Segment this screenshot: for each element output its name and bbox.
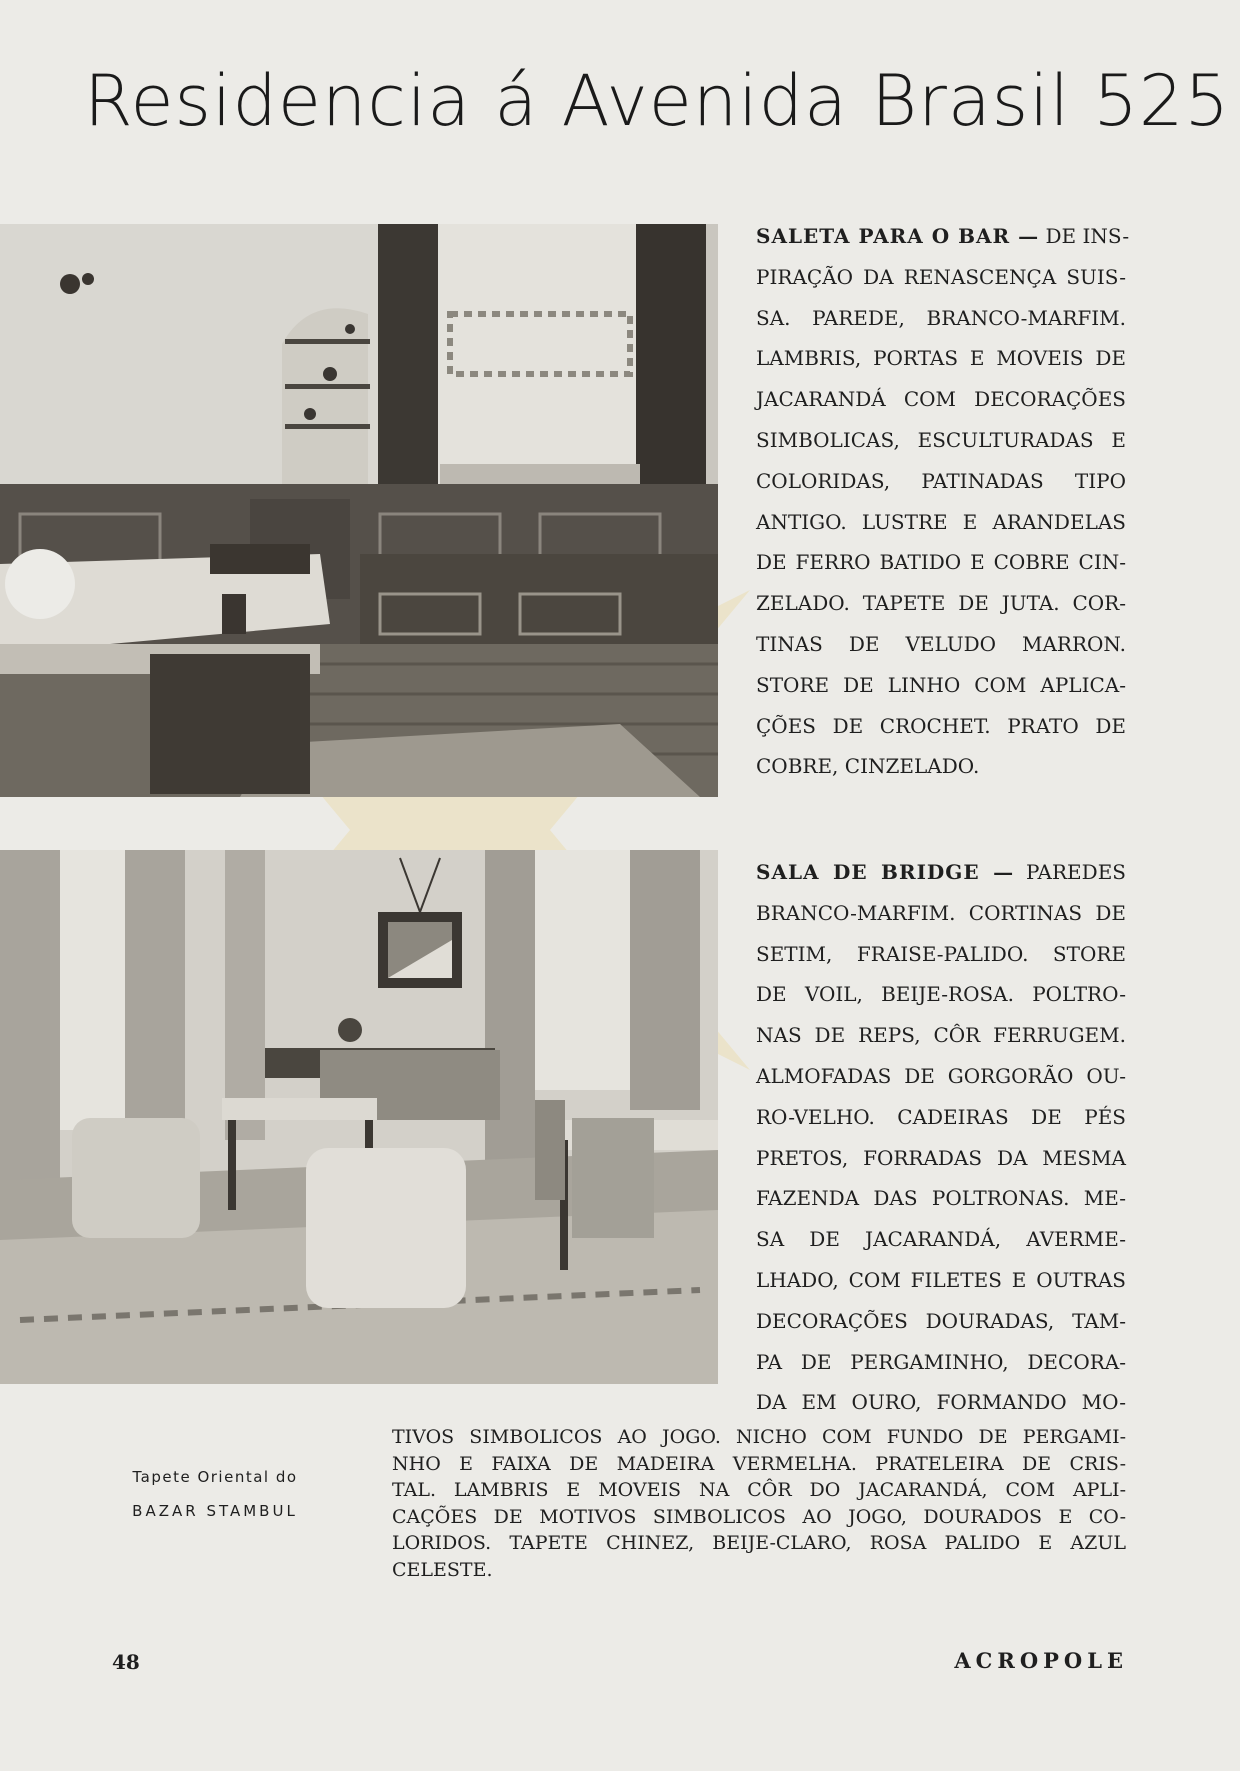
heading-sala-de-bridge: SALA DE BRIDGE — <box>756 860 1015 884</box>
text-saleta-para-o-bar <box>756 216 1130 787</box>
text-line: ÇÕES DE CROCHET. PRATO DE <box>756 713 1126 738</box>
text-sala-de-bridge <box>756 852 1126 1423</box>
text-line: DE INS- <box>1045 224 1130 248</box>
text-line: COBRE, CINZELADO. <box>756 754 980 779</box>
photo-bridge-room <box>0 850 718 1384</box>
page-title: Residencia á Avenida Brasil 525 <box>84 60 1230 142</box>
photo-caption <box>120 1460 310 1528</box>
text-line: ZELADO. TAPETE DE JUTA. COR- <box>756 591 1126 616</box>
text-line: SA DE JACARANDÁ, AVERME- <box>756 1227 1126 1252</box>
text-line: BRANCO-MARFIM. CORTINAS DE <box>756 900 1126 925</box>
magazine-name: ACROPOLE <box>954 1648 1128 1673</box>
photo-bar-room <box>0 224 718 797</box>
text-line: LAMBRIS, PORTAS E MOVEIS DE <box>756 346 1126 371</box>
text-line: PA DE PERGAMINHO, DECORA- <box>756 1349 1126 1374</box>
text-line: FAZENDA DAS POLTRONAS. ME- <box>756 1186 1126 1211</box>
text-line: NAS DE REPS, CÔR FERRUGEM. <box>756 1023 1126 1048</box>
text-line: PRETOS, FORRADAS DA MESMA <box>756 1145 1126 1170</box>
text-line: DE VOIL, BEIJE-ROSA. POLTRO- <box>756 982 1126 1007</box>
text-line: DECORAÇÕES DOURADAS, TAM- <box>756 1308 1126 1333</box>
text-line: DE FERRO BATIDO E COBRE CIN- <box>756 550 1126 575</box>
text-line: LORIDOS. TAPETE CHINEZ, BEIJE-CLARO, ROSA PALIDO E AZUL <box>392 1532 1126 1554</box>
text-line: SETIM, FRAISE-PALIDO. STORE <box>756 941 1126 966</box>
text-line: RO-VELHO. CADEIRAS DE PÉS <box>756 1104 1126 1129</box>
text-line: TAL. LAMBRIS E MOVEIS NA CÔR DO JACARANDÁ, COM APLI- <box>392 1479 1126 1501</box>
heading-saleta-para-o-bar: SALETA PARA O BAR — <box>756 224 1040 248</box>
text-line: PIRAÇÃO DA RENASCENÇA SUIS- <box>756 264 1126 289</box>
page-number: 48 <box>112 1650 140 1674</box>
text-line: NHO E FAIXA DE MADEIRA VERMELHA. PRATELEIRA DE CRIS- <box>392 1452 1126 1475</box>
text-line: ANTIGO. LUSTRE E ARANDELAS <box>756 509 1126 534</box>
text-line: COLORIDAS, PATINADAS TIPO <box>756 468 1126 493</box>
text-line: TINAS DE VELUDO MARRON. <box>756 631 1126 656</box>
text-line: SA. PAREDE, BRANCO-MARFIM. <box>756 305 1126 330</box>
text-line: PAREDES <box>1025 860 1126 884</box>
text-line: CELESTE. <box>392 1558 493 1581</box>
caption-line: BAZAR STAMBUL <box>132 1502 298 1520</box>
text-line: SIMBOLICAS, ESCULTURADAS E <box>756 427 1126 452</box>
text-line: DA EM OURO, FORMANDO MO- <box>756 1390 1126 1415</box>
text-line: STORE DE LINHO COM APLICA- <box>756 672 1126 697</box>
caption-line: Tapete Oriental do <box>132 1468 298 1486</box>
text-line: ALMOFADAS DE GORGORÃO OU- <box>756 1063 1126 1088</box>
text-line: JACARANDÁ COM DECORAÇÕES <box>756 387 1126 412</box>
text-line: LHADO, COM FILETES E OUTRAS <box>756 1267 1126 1292</box>
text-sala-de-bridge-continuation <box>392 1424 1126 1583</box>
text-line: TIVOS SIMBOLICOS AO JOGO. NICHO COM FUNDO DE PERGAMI- <box>392 1426 1126 1448</box>
text-line: CAÇÕES DE MOTIVOS SIMBOLICOS AO JOGO, DOURADOS E CO- <box>392 1505 1126 1528</box>
